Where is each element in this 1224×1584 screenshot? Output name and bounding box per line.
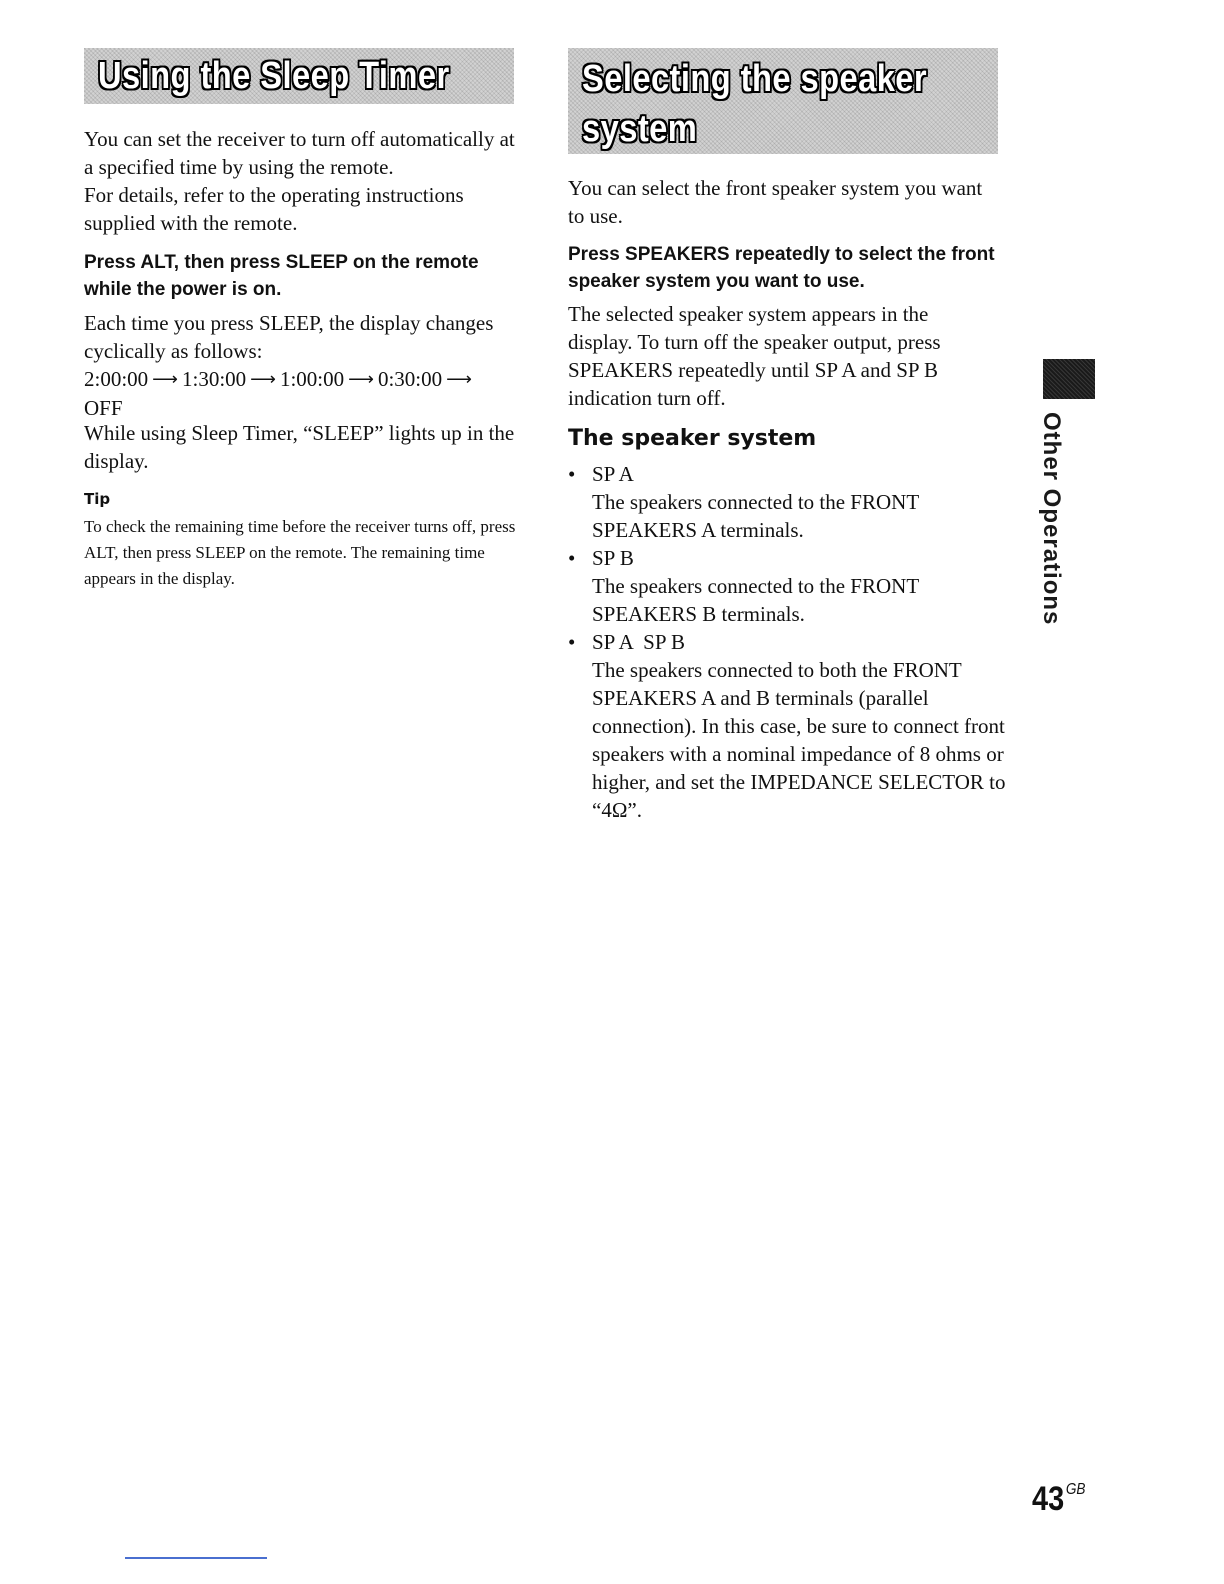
bottom-rule [125, 1557, 267, 1559]
speaker-option [568, 628, 1008, 824]
sleep-timer-while-using: While using Sleep Timer, “SLEEP” lights up in the display. [84, 421, 515, 473]
sequence-step: 1:00:00 [279, 367, 345, 391]
sleep-timer-title: Using the Sleep Timer [98, 55, 450, 97]
arrow-right-icon: ⟶ [152, 369, 178, 389]
sleep-timer-each-time: Each time you press SLEEP, the display changes cyclically as follows: [84, 311, 494, 363]
speaker-option-list [568, 460, 1008, 824]
speaker-option-desc: The speakers connected to both the FRONT SPEAKERS A and B terminals (parallel connection). In this case, be sure to connect front speakers with a nominal impedance of 8 ohms or higher, and set the IMPEDANCE SELECTOR to “4Ω”. [592, 658, 1006, 822]
page-number-value: 43 [1032, 1480, 1065, 1518]
sequence-step: 2:00:00 [84, 367, 149, 391]
bullet-icon: • [568, 462, 576, 486]
speaker-option-desc: The speakers connected to the FRONT SPEAKERS B terminals. [592, 574, 919, 626]
sleep-timer-instruction: Press ALT, then press SLEEP on the remote while the power is on. [84, 252, 479, 300]
tip-text: To check the remaining time before the receiver turns off, press ALT, then press SLEEP on the remote. The remaining time appears in the display. [84, 517, 516, 588]
tip-label: Tip [84, 490, 111, 508]
sequence-step: 0:30:00 [377, 367, 443, 391]
speaker-option-label: SP B [592, 546, 634, 570]
speaker-option-label: SP A SP B [592, 630, 686, 654]
speaker-description: The selected speaker system appears in the display. To turn off the speaker output, press SPEAKERS repeatedly until SP A and SP B indication turn off. [568, 302, 941, 410]
section-tab-label: Other Operations [1038, 412, 1065, 626]
speaker-intro: You can select the front speaker system you want to use. [568, 176, 983, 228]
arrow-right-icon: ⟶ [446, 369, 472, 389]
bullet-icon: • [568, 630, 576, 654]
sequence-step: OFF [84, 396, 123, 420]
speaker-option [568, 544, 1008, 628]
speaker-banner [568, 48, 998, 154]
arrow-right-icon: ⟶ [250, 369, 276, 389]
speaker-subheading: The speaker system [568, 426, 817, 451]
speaker-title-line1: Selecting the speaker [582, 58, 928, 100]
sleep-timer-details: For details, refer to the operating instructions supplied with the remote. [84, 183, 464, 235]
speaker-title [582, 54, 927, 154]
section-tab-marker [1043, 359, 1095, 399]
speaker-option-label: SP A [592, 462, 634, 486]
speaker-instruction: Press SPEAKERS repeatedly to select the front speaker system you want to use. [568, 244, 995, 292]
speaker-option [568, 460, 1008, 544]
arrow-right-icon: ⟶ [348, 369, 374, 389]
bullet-icon: • [568, 546, 576, 570]
speaker-title-line2: system [582, 108, 698, 150]
page-number-suffix: GB [1065, 1481, 1086, 1498]
sequence-step: 1:30:00 [181, 367, 247, 391]
sleep-timer-banner [84, 48, 514, 104]
page-number [1032, 1480, 1086, 1519]
speaker-option-desc: The speakers connected to the FRONT SPEAKERS A terminals. [592, 490, 919, 542]
sleep-sequence [84, 365, 524, 422]
sleep-timer-intro: You can set the receiver to turn off automatically at a specified time by using the remote. [84, 127, 515, 179]
